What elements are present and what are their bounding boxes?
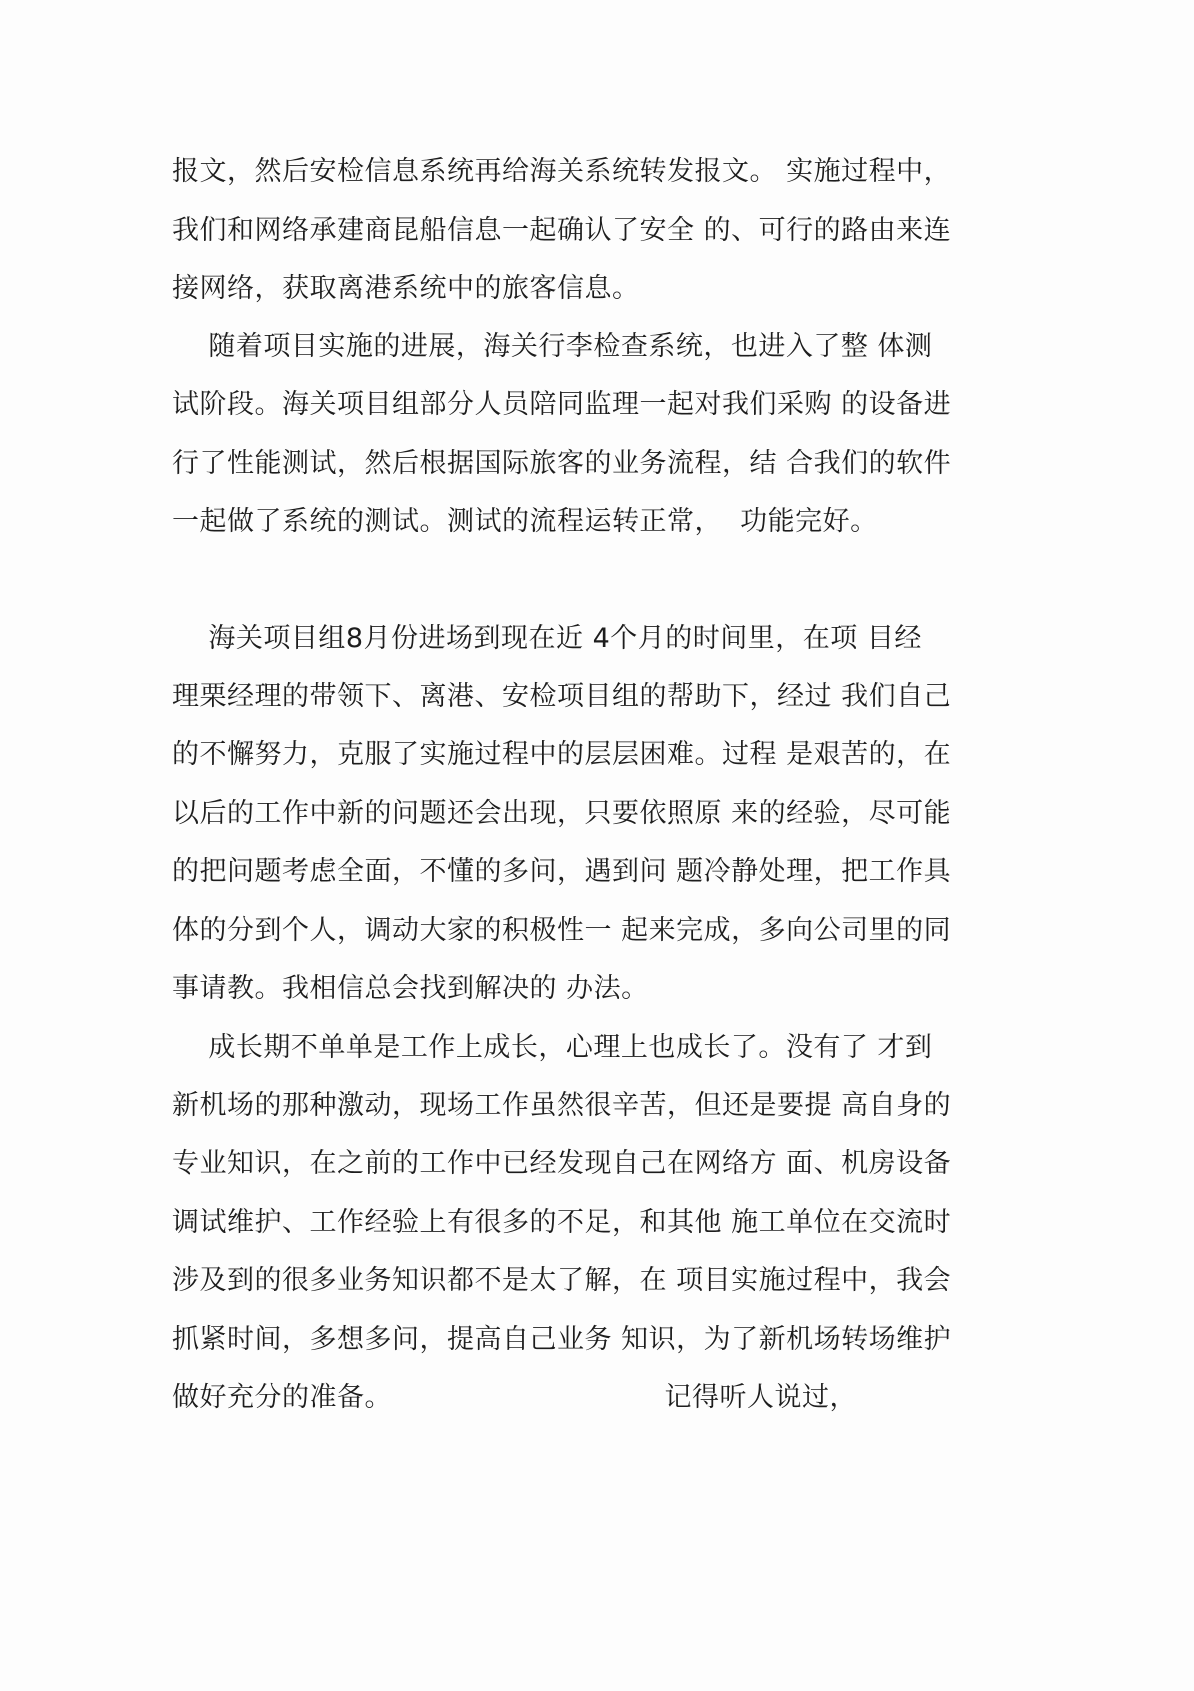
text-line: 成长期不单单是工作上成长，心理上也成长了。没有了 才到	[172, 1032, 933, 1063]
text-line: 我们和网络承建商昆船信息一起确认了安全 的、可行的路由来连	[172, 215, 952, 246]
text-line: 调试维护、工作经验上有很多的不足，和其他 施工单位在交流时	[172, 1207, 952, 1238]
text-line: 一起做了系统的测试。测试的流程运转正常， 功能完好。	[172, 506, 878, 537]
text-line: 抓紧时间，多想多问，提高自己业务 知识，为了新机场转场维护	[172, 1324, 952, 1355]
text-line: 行了性能测试，然后根据国际旅客的业务流程，结 合我们的软件	[172, 448, 952, 479]
text-line: 做好充分的准备。 记得听人说过，	[172, 1382, 857, 1413]
text-line: 涉及到的很多业务知识都不是太了解，在 项目实施过程中，我会	[172, 1265, 952, 1296]
text-line: 报文，然后安检信息系统再给海关系统转发报文。 实施过程中，	[172, 156, 952, 187]
text-line: 事请教。我相信总会找到解决的 办法。	[172, 973, 649, 1004]
text-line: 专业知识，在之前的工作中已经发现自己在网络方 面、机房设备	[172, 1148, 952, 1179]
text-line: 试阶段。海关项目组部分人员陪同监理一起对我们采购 的设备进	[172, 389, 952, 420]
text-line: 接网络，获取离港系统中的旅客信息。	[172, 273, 640, 304]
text-line: 的把问题考虑全面，不懂的多问，遇到问 题冷静处理，把工作具	[172, 856, 952, 887]
text-line: 的不懈努力，克服了实施过程中的层层困难。过程 是艰苦的，在	[172, 739, 952, 770]
text-line: 以后的工作中新的问题还会出现，只要依照原 来的经验，尽可能	[172, 798, 952, 829]
text-line: 体的分到个人，调动大家的积极性一 起来完成，多向公司里的同	[172, 915, 952, 946]
text-line: 理栗经理的带领下、离港、安检项目组的帮助下，经过 我们自己	[172, 681, 952, 712]
text-line: 海关项目组8月份进场到现在近 4个月的时间里，在项 目经	[172, 623, 922, 654]
text-line: 随着项目实施的进展，海关行李检查系统，也进入了整 体测	[172, 331, 933, 362]
text-line: 新机场的那种激动，现场工作虽然很辛苦，但还是要提 高自身的	[172, 1090, 952, 1121]
